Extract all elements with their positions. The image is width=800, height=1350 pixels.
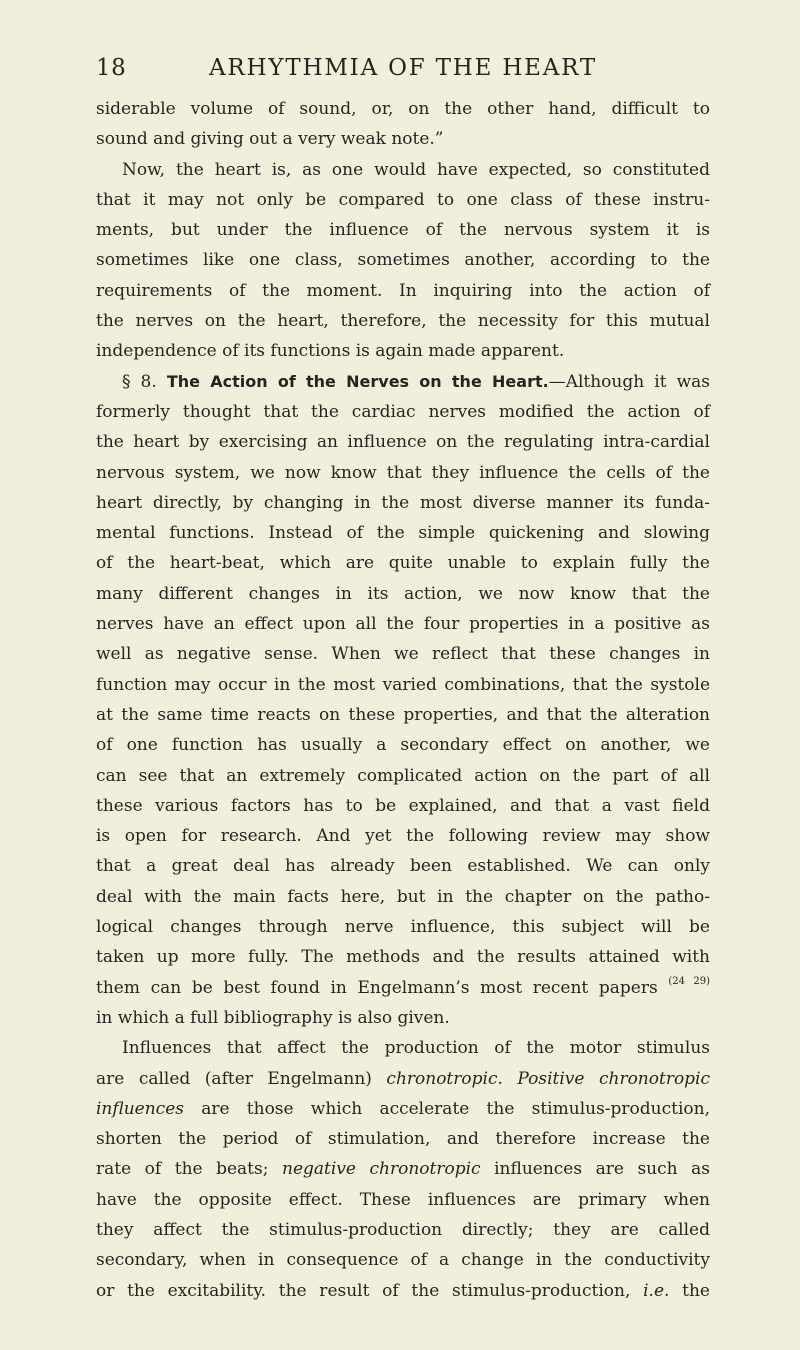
text-line: at the same time reacts on these properties, and that the alteration [96,704,710,725]
text-line: mental functions. Instead of the simple quickening and slowing [96,523,710,544]
text-line: can see that an extremely complicated action on the part of all [96,765,710,786]
term-italic: influences [96,1098,184,1119]
text-span: influences are such as [494,1159,710,1180]
text-line: shorten the period of stimulation, and therefore increase the [96,1129,710,1150]
section-heading: The Action of the Nerves on the Heart. [166,371,549,391]
text-line: deal with the main facts here, but in the chapter on the patho- [96,886,710,907]
text-line: ments, but under the influence of the nervous system it is [96,220,710,241]
text-line: taken up more fully. The methods and the results attained with [96,947,710,968]
text-line [96,1094,710,1124]
text-line: Now, the heart is, as one would have expected, so constituted [122,159,710,180]
text-line: have the opposite effect. These influences are primary when [96,1189,710,1210]
text-span: are those which accelerate the stimulus-production, [201,1098,710,1119]
text-line [96,1064,710,1094]
text-line: they affect the stimulus-production directly; they are called [96,1219,710,1240]
text-line: function may occur in the most varied combinations, that the systole [96,674,710,695]
text-line: formerly thought that the cardiac nerves modified the action of [96,401,710,422]
text-line [96,1154,710,1184]
text-line: requirements of the moment. In inquiring into the action of [96,280,710,301]
text-line: of the heart-beat, which are quite unable to explain fully the [96,553,710,574]
text-line: siderable volume of sound, or, on the other hand, difficult to [96,99,710,119]
text-span: rate of the beats; [96,1159,269,1180]
text-line: of one function has usually a secondary effect on another, we [96,735,710,756]
text-line [96,973,710,1003]
term-italic: negative chronotropic [282,1159,481,1180]
text-span: are called (after Engelmann) [96,1068,372,1089]
body-text [96,94,710,1306]
text-span: them can be best found in Engelmann’s most recent papers [96,977,658,998]
page-header [96,55,710,89]
text-line: independence of its functions is again made apparent. [96,341,565,362]
text-span: or the excitability. the result of the stimulus-production, [96,1280,631,1301]
text-line: that it may not only be compared to one class of these instru- [96,189,710,210]
section-line [96,367,710,397]
text-line: sometimes like one class, sometimes another, according to the [96,250,710,271]
text-line: that a great deal has already been established. We can only [96,856,710,877]
term-italic: chronotropic. [386,1068,503,1089]
text-line: heart directly, by changing in the most diverse manner its funda- [96,492,710,513]
reference-superscript: (24 29) [668,975,711,987]
text-line: nervous system, we now know that they influence the cells of the [96,462,710,483]
text-line: the nerves on the heart, therefore, the necessity for this mutual [96,311,710,332]
text-line: in which a full bibliography is also given. [96,1007,450,1028]
abbreviation-italic: i.e. [643,1280,670,1301]
text-span: —Although it was [548,371,710,392]
text-line: the heart by exercising an influence on the regulating intra-cardial [96,432,710,453]
text-line: nerves have an effect upon all the four properties in a positive as [96,614,710,635]
running-title: ARHYTHMIA OF THE HEART [208,55,598,81]
text-line: is open for research. And yet the following review may show [96,826,710,847]
text-line: Influences that affect the production of the motor stimulus [122,1038,710,1059]
page-number: 18 [96,55,127,81]
text-span: the [682,1280,710,1301]
section-number: § 8. [122,371,157,392]
text-line: many different changes in its action, we now know that the [96,583,710,604]
text-line: sound and giving out a very weak note.” [96,129,444,150]
text-line: secondary, when in consequence of a change in the conductivity [96,1250,710,1271]
text-line: logical changes through nerve influence, this subject will be [96,917,710,938]
text-line: these various factors has to be explained, and that a vast field [96,795,710,816]
text-line: well as negative sense. When we reflect that these changes in [96,644,710,665]
term-italic: Positive chronotropic [517,1068,711,1089]
text-line [96,1276,710,1306]
